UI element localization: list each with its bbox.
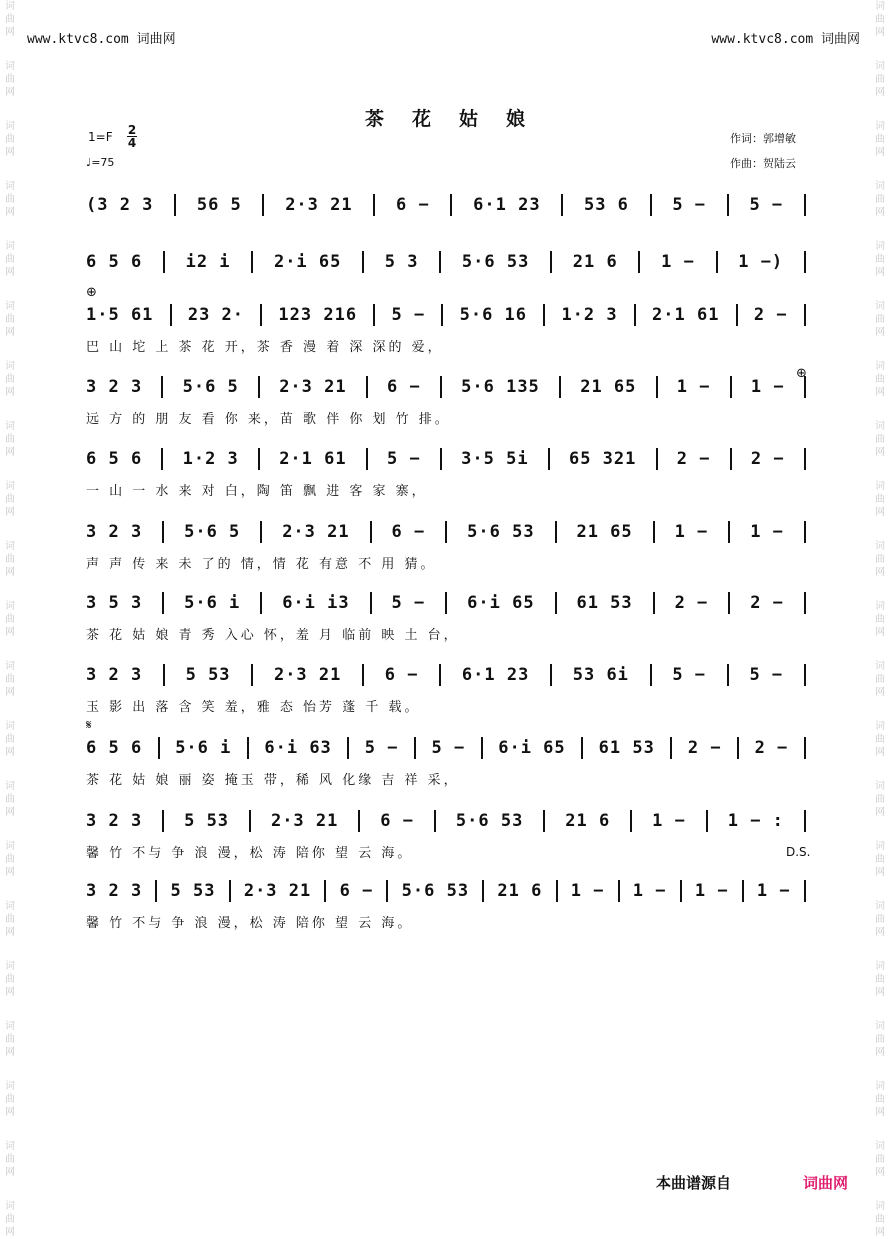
measure: 23 2· (187, 305, 245, 325)
bar-line (158, 737, 160, 759)
measure: 2 − (750, 593, 784, 613)
watermark-text: 词 曲 网 (875, 1201, 885, 1238)
bar-line (434, 810, 436, 832)
measure: 2·3 21 (273, 665, 342, 685)
watermark-text: 词 曲 网 (5, 781, 15, 818)
bar-line (362, 664, 364, 686)
bar-line (258, 448, 260, 470)
measure: 1 − (756, 881, 791, 901)
watermark-text: 词 曲 网 (5, 601, 15, 638)
measure: 5 − (672, 665, 707, 685)
measure: 5·6 53 (401, 881, 470, 901)
lyrics-line (86, 408, 806, 427)
bar-line (260, 521, 262, 543)
measure: 56 5 (196, 195, 242, 215)
watermark-text: 词 曲 网 (875, 301, 885, 338)
measure: 5 − (672, 195, 707, 215)
score-row (86, 662, 806, 715)
lyrics-line (86, 912, 806, 931)
measure: 6·i 63 (264, 738, 332, 758)
lyrics-text: 玉 影 出 落 含 笑 羞，雅 态 怡芳 蓬 千 载。 (86, 700, 421, 715)
bar-line (730, 448, 732, 470)
bar-line (742, 880, 744, 902)
bar-line (804, 664, 806, 686)
bar-line (728, 592, 730, 614)
bar-line (804, 521, 806, 543)
bar-line (324, 880, 326, 902)
measure: 1 − (750, 377, 785, 397)
measure: 1 − (570, 881, 605, 901)
bar-line (706, 810, 708, 832)
bar-line (804, 448, 806, 470)
measure: 5 − (749, 665, 784, 685)
time-signature-bottom: 4 (127, 136, 137, 150)
notes-line (86, 735, 806, 761)
bar-line (555, 521, 557, 543)
watermark-text: 词 曲 网 (875, 961, 885, 998)
measure: 21 65 (576, 522, 633, 542)
watermark-text: 词 曲 网 (875, 1141, 885, 1178)
bar-line (445, 521, 447, 543)
watermark-text: 词 曲 网 (5, 661, 15, 698)
measure: 3 2 3 (86, 665, 143, 685)
watermark-text: 词 曲 网 (5, 61, 15, 98)
watermark-text: 词 曲 网 (5, 181, 15, 218)
measure: 6 − (396, 195, 430, 215)
measure: 3 2 3 (86, 881, 143, 901)
measure: 5 − (364, 738, 399, 758)
score-row (86, 374, 806, 427)
measure: 6·i i3 (282, 593, 350, 613)
watermark-text: 词 曲 网 (875, 721, 885, 758)
notes-line (86, 590, 806, 616)
bar-line (386, 880, 388, 902)
bar-line (680, 880, 682, 902)
measure: 5·6 i (175, 738, 232, 758)
measure: 6 − (384, 665, 419, 685)
watermark-text: 词 曲 网 (5, 1, 15, 38)
bar-line (482, 880, 484, 902)
watermark-text: 词 曲 网 (875, 1021, 885, 1058)
measure: 1·2 3 (561, 305, 618, 325)
measure: 6 − (380, 811, 414, 831)
bar-line (804, 737, 806, 759)
lyrics-text: 巴 山 坨 上 茶 花 开，茶 香 漫 着 深 深的 爱， (86, 340, 444, 355)
lyrics-line (86, 842, 806, 861)
time-signature (126, 124, 138, 149)
watermark-text: 词 曲 网 (875, 541, 885, 578)
measure: 5·6 5 (184, 522, 241, 542)
notes-line (86, 374, 806, 400)
song-title: 茶花姑娘 (364, 108, 553, 130)
measure: 5 − (431, 738, 466, 758)
bar-line (370, 521, 372, 543)
watermark-text: 词 曲 网 (5, 1141, 15, 1178)
notes-line (86, 808, 806, 834)
measure: 3 2 3 (86, 811, 143, 831)
watermark-text: 词 曲 网 (5, 481, 15, 518)
bar-line (804, 880, 806, 902)
measure: 6·i 65 (498, 738, 566, 758)
measure: 61 53 (598, 738, 655, 758)
watermark-text: 词 曲 网 (5, 961, 15, 998)
watermark-text: 词 曲 网 (875, 841, 885, 878)
watermark-text: 词 曲 网 (875, 421, 885, 458)
measure: 5·6 16 (459, 305, 528, 325)
measure: 2·3 21 (243, 881, 312, 901)
watermark-text: 词 曲 网 (5, 1201, 15, 1238)
bar-line (737, 737, 739, 759)
measure: 3 5 3 (86, 593, 143, 613)
bar-line (162, 521, 164, 543)
measure: 5 − (749, 195, 784, 215)
bar-line (550, 251, 552, 273)
bar-line (634, 304, 636, 326)
bar-line (650, 194, 652, 216)
bar-line (618, 880, 620, 902)
lyrics-text: 茶 花 姑 娘 丽 姿 掩玉 带，稀 风 化缘 吉 祥 采， (86, 773, 460, 788)
bar-line (440, 448, 442, 470)
measure: 53 6 (583, 195, 629, 215)
bar-line (366, 448, 368, 470)
bar-line (161, 376, 163, 398)
tempo-mark: ♩=75 (86, 156, 115, 169)
bar-line (543, 810, 545, 832)
bar-line (445, 592, 447, 614)
measure: 5·6 135 (461, 377, 540, 397)
bar-line (258, 376, 260, 398)
bar-line (638, 251, 640, 273)
measure: 2 − (687, 738, 722, 758)
measure: 2·3 21 (285, 195, 353, 215)
lyrics-text: 声 声 传 来 未 了的 情，情 花 有意 不 用 猜。 (86, 557, 437, 572)
measure: 2 − (754, 738, 789, 758)
bar-line (366, 376, 368, 398)
bar-line (155, 880, 157, 902)
measure: 2 − (753, 305, 788, 325)
bar-line (347, 737, 349, 759)
bar-line (555, 592, 557, 614)
bar-line (543, 304, 545, 326)
notes-line (86, 878, 806, 904)
measure: (3 2 3 (86, 195, 154, 215)
measure: 1 − (694, 881, 729, 901)
bar-line (556, 880, 558, 902)
measure: 6 5 6 (86, 252, 143, 272)
measure: 2·3 21 (270, 811, 339, 831)
bar-line (548, 448, 550, 470)
measure: 2·i 65 (273, 252, 342, 272)
measure: 1 − (652, 811, 686, 831)
bar-line (716, 251, 718, 273)
bar-line (630, 810, 632, 832)
measure: 6·1 23 (461, 665, 530, 685)
bar-line (260, 592, 262, 614)
measure: 2 − (750, 449, 785, 469)
score-row (86, 192, 806, 218)
bar-line (229, 880, 231, 902)
bar-line (481, 737, 483, 759)
bar-line (249, 810, 251, 832)
watermark-text: 词 曲 网 (5, 1021, 15, 1058)
watermark-text: 词 曲 网 (875, 361, 885, 398)
bar-line (653, 592, 655, 614)
bar-line (653, 521, 655, 543)
score-row (86, 519, 806, 572)
measure: 5 53 (185, 665, 231, 685)
watermark-text: 词 曲 网 (875, 601, 885, 638)
watermark-text: 词 曲 网 (875, 661, 885, 698)
measure: 3·5 5i (461, 449, 529, 469)
measure: 3 2 3 (86, 377, 143, 397)
notes-line (86, 192, 806, 218)
bar-line (440, 376, 442, 398)
measure: 6 − (387, 377, 421, 397)
measure: 2·3 21 (282, 522, 350, 542)
measure: 1 −) (738, 252, 784, 272)
bar-line (362, 251, 364, 273)
measure: 5·6 53 (455, 811, 524, 831)
lyrics-text: 馨 竹 不与 争 浪 漫，松 涛 陪你 望 云 海。 (86, 846, 414, 861)
lyrics-line (86, 696, 806, 715)
watermark-text: 词 曲 网 (875, 181, 885, 218)
bar-line (804, 194, 806, 216)
measure: 1·2 3 (182, 449, 239, 469)
measure: 65 321 (568, 449, 637, 469)
watermark-text: 词 曲 网 (875, 901, 885, 938)
bar-line (414, 737, 416, 759)
measure: 5 53 (184, 811, 230, 831)
watermark-text: 词 曲 网 (5, 901, 15, 938)
bar-line (358, 810, 360, 832)
bar-line (441, 304, 443, 326)
lyrics-text: 一 山 一 水 来 对 白，陶 笛 飘 进 客 家 寨， (86, 484, 428, 499)
right-watermark-strip (872, 0, 888, 1238)
bar-line (730, 376, 732, 398)
lyrics-line (86, 553, 806, 572)
measure: 2·3 21 (279, 377, 347, 397)
watermark-text: 词 曲 网 (875, 1081, 885, 1118)
notes-line (86, 662, 806, 688)
bar-line (804, 592, 806, 614)
measure: 2 − (674, 593, 709, 613)
score-row (86, 446, 806, 499)
measure: 6 − (339, 881, 374, 901)
measure: 1 − (676, 377, 711, 397)
bar-line (162, 810, 164, 832)
bar-line (656, 448, 658, 470)
measure: 2·1 61 (279, 449, 347, 469)
measure: 5 − (387, 449, 421, 469)
bar-line (581, 737, 583, 759)
bar-line (170, 304, 172, 326)
score-row (86, 302, 806, 355)
score-row (86, 590, 806, 643)
measure: 1·5 61 (86, 305, 154, 325)
measure: 5·6 53 (461, 252, 530, 272)
bar-line (163, 251, 165, 273)
bar-line (439, 664, 441, 686)
lyrics-text: 茶 花 姑 娘 青 秀 入心 怀，羞 月 临前 映 土 台， (86, 628, 460, 643)
site-logo[interactable]: 词曲网 (803, 1174, 849, 1192)
notes-line (86, 302, 806, 328)
watermark-text: 词 曲 网 (5, 121, 15, 158)
measure: 5·6 5 (182, 377, 239, 397)
watermark-text: 词 曲 网 (5, 421, 15, 458)
measure: i2 i (185, 252, 231, 272)
measure: 21 6 (572, 252, 618, 272)
notes-line (86, 519, 806, 545)
watermark-text: 词 曲 网 (5, 541, 15, 578)
watermark-text: 词 曲 网 (875, 781, 885, 818)
measure: 21 6 (497, 881, 543, 901)
measure: 1 − (661, 252, 695, 272)
coda-mark-end: ⊕ (796, 366, 807, 381)
bar-line (251, 251, 253, 273)
watermark-text: 词 曲 网 (5, 241, 15, 278)
measure: 5 − (391, 593, 426, 613)
bar-line (559, 376, 561, 398)
watermark-text: 词 曲 网 (5, 1081, 15, 1118)
measure: 6 − (391, 522, 426, 542)
bar-line (804, 810, 806, 832)
measure: 5 3 (384, 252, 419, 272)
bar-line (163, 664, 165, 686)
lyrics-line (86, 769, 806, 788)
bar-line (450, 194, 452, 216)
lyricist-credit: 作词：郭增敏 (730, 132, 796, 145)
measure: 1 − : (727, 811, 784, 831)
score-row (86, 735, 806, 788)
measure: 3 2 3 (86, 522, 143, 542)
bar-line (804, 304, 806, 326)
watermark-text: 词 曲 网 (5, 841, 15, 878)
measure: 123 216 (278, 305, 358, 325)
bar-line (804, 251, 806, 273)
bar-line (161, 448, 163, 470)
lyrics-text: 远 方 的 朋 友 看 你 来，苗 歌 伴 你 划 竹 排。 (86, 412, 451, 427)
watermark-text: 词 曲 网 (875, 1, 885, 38)
bar-line (247, 737, 249, 759)
bar-line (656, 376, 658, 398)
bar-line (439, 251, 441, 273)
bar-line (550, 664, 552, 686)
bar-line (561, 194, 563, 216)
score-row (86, 878, 806, 931)
measure: 5 − (391, 305, 426, 325)
measure: 6 5 6 (86, 738, 143, 758)
measure: 6·1 23 (473, 195, 541, 215)
measure: 2·1 61 (652, 305, 720, 325)
site-url-right[interactable]: www.ktvc8.com 词曲网 (711, 32, 860, 47)
score-row (86, 808, 806, 861)
lyrics-line (86, 480, 806, 499)
bar-line (727, 194, 729, 216)
coda-mark: ⊕ (86, 285, 97, 300)
bar-line (727, 664, 729, 686)
bar-line (260, 304, 262, 326)
lyrics-text: 馨 竹 不与 争 浪 漫，松 涛 陪你 望 云 海。 (86, 916, 414, 931)
notes-line (86, 446, 806, 472)
measure: 21 65 (580, 377, 637, 397)
bar-line (174, 194, 176, 216)
bar-line (373, 194, 375, 216)
measure: 1 − (750, 522, 784, 542)
bar-line (728, 521, 730, 543)
watermark-text: 词 曲 网 (875, 481, 885, 518)
lyrics-line (86, 624, 806, 643)
bar-line (162, 592, 164, 614)
key-signature: 1=F (88, 130, 113, 144)
bar-line (262, 194, 264, 216)
watermark-text: 词 曲 网 (5, 721, 15, 758)
measure: 5·6 i (184, 593, 241, 613)
watermark-text: 词 曲 网 (875, 121, 885, 158)
notes-line (86, 249, 806, 275)
dal-segno-mark: D.S. (786, 845, 811, 859)
measure: 1 − (674, 522, 709, 542)
measure: 6·i 65 (467, 593, 535, 613)
bar-line (670, 737, 672, 759)
bar-line (736, 304, 738, 326)
watermark-text: 词 曲 网 (875, 241, 885, 278)
measure: 2 − (676, 449, 711, 469)
measure: 6 5 6 (86, 449, 143, 469)
measure: 53 6i (572, 665, 629, 685)
score-row (86, 249, 806, 275)
bar-line (251, 664, 253, 686)
watermark-text: 词 曲 网 (5, 361, 15, 398)
measure: 5·6 53 (467, 522, 535, 542)
measure: 21 6 (565, 811, 611, 831)
bar-line (650, 664, 652, 686)
site-url-left[interactable]: www.ktvc8.com 词曲网 (27, 32, 176, 47)
bar-line (373, 304, 375, 326)
left-watermark-strip (2, 0, 18, 1238)
bar-line (370, 592, 372, 614)
segno-mark: 𝄋 (86, 718, 92, 733)
watermark-text: 词 曲 网 (5, 301, 15, 338)
source-label: 本曲谱源自 (656, 1174, 732, 1192)
lyrics-line (86, 336, 806, 355)
time-signature-top: 2 (127, 123, 137, 137)
composer-credit: 作曲：贺陆云 (730, 157, 796, 170)
measure: 1 − (632, 881, 667, 901)
measure: 61 53 (576, 593, 633, 613)
measure: 5 53 (170, 881, 216, 901)
watermark-text: 词 曲 网 (875, 61, 885, 98)
